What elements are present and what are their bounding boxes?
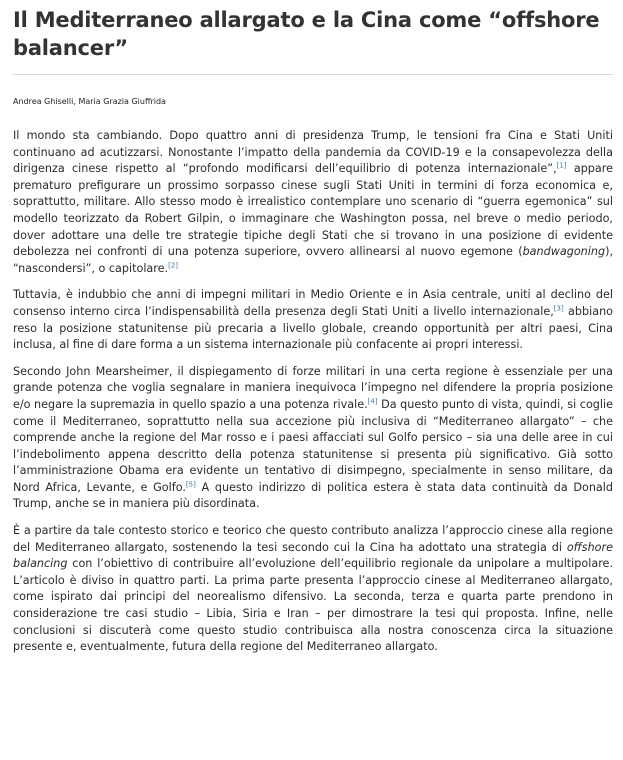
title-divider [13,74,613,75]
article-title: Il Mediterraneo allargato e la Cina come “offshore balancer” [13,8,600,60]
text-run: È a partire da tale contesto storico e teorico che questo contributo analizza l’approccio cinese alla regione del Mediterraneo allargato, sostenendo la tesi secondo cui la Cina ha adottato una strategia di [13,524,613,554]
italic-term: bandwagoning [522,245,606,259]
footnote-link[interactable]: [1] [556,161,567,170]
text-run: appare prematuro prefigurare un prossimo sorpasso cinese sugli Stati Uniti in termini di forza economica e, soprattutto, militare. Allo stesso modo è irrealistico contemplare uno scenario di “guerra egemonica” sul modello teorizzato da Robert Gilpin, o immaginare che Washington possa, nel breve o medio periodo, dover adottare una delle tre strategie tipiche degli Stati che si trovano in una posizione di evidente debolezza nei confronti di una potenza superiore, ovvero allinearsi al nuovo egemone ( [13,162,613,259]
footnote-link[interactable]: [5] [185,480,196,489]
article-authors: Andrea Ghiselli, Maria Grazia Giuffrida [13,97,166,106]
paragraph [13,523,613,656]
text-run: Da questo punto di vista, quindi, si coglie come il Mediterraneo, soprattutto nella sua accezione più inclusiva di “Mediterraneo allargato” – che comprende anche la regione del Mar rosso e i paesi affacciati sul Golfo persico – sia una delle aree in cui l’indebolimento appena descritto della potenza statunitense si presenta più significativo. Già sotto l’amministrazione Obama era evidente un tentativo di disimpegno, specialmente in senso militare, da Nord Africa, Levante, e Golfo. [13,397,613,494]
footnote-link[interactable]: [3] [553,304,564,313]
text-run: Secondo John Mearsheimer, il dispiegamento di forze militari in una certa regione è essenziale per una grande potenza che voglia segnalare in maniera inequivoca l’impegno nel difendere la propria posizione e/o negare la supremazia in quello spazio a una potenza rivale. [13,364,613,411]
footnote-link[interactable]: [2] [168,261,178,270]
paragraph [13,128,613,277]
text-run: ), “nascondersi”, o capitolare. [13,245,613,275]
paragraph [13,364,613,513]
paragraph [13,287,613,353]
text-run: Tuttavia, è indubbio che anni di impegni militari in Medio Oriente e in Asia centrale, uniti al declino del consenso interno circa l’indispensabilità della presenza degli Stati Uniti a livello internazionale, [13,288,613,318]
article-page [13,0,613,666]
italic-term: offshore balancing [13,540,613,571]
text-run: abbiano reso la posizione statunitense più precaria a livello globale, creando opportunità per altri paesi, Cina inclusa, al fine di dare forma a un sistema internazionale più confacente ai propri interessi. [13,304,614,352]
text-run: con l’obiettivo di contribuire all’evoluzione dell’equilibrio regionale da unipolare a multipolare. L’articolo è diviso in quattro parti. La prima parte presenta l’approccio cinese al Mediterraneo allargato, come ispirato dai principi del neorealismo difensivo. La seconda, terza e quarta parte prendono in considerazione tre casi studio – Libia, Siria e Iran – per dimostrare la tesi qui proposta. Infine, nelle conclusioni si discuterà come questo studio contribuisca alla nostra conoscenza circa la situazione presente e, eventualmente, futura della regione del Mediterraneo allargato. [13,557,613,654]
text-run: Il mondo sta cambiando. Dopo quattro anni di presidenza Trump, le tensioni fra Cina e Stati Uniti continuano ad acutizzarsi. Nonostante l’impatto della pandemia da COVID-19 e la consapevolezza della dirigenza cinese rispetto al “profondo modificarsi dell’equilibrio di potenza internazionale”, [13,129,613,176]
text-run: A questo indirizzo di politica estera è stata data continuità da Donald Trump, anche se in maniera più disordinata. [13,480,613,511]
article-body [13,128,613,656]
footnote-link[interactable]: [4] [367,397,378,406]
